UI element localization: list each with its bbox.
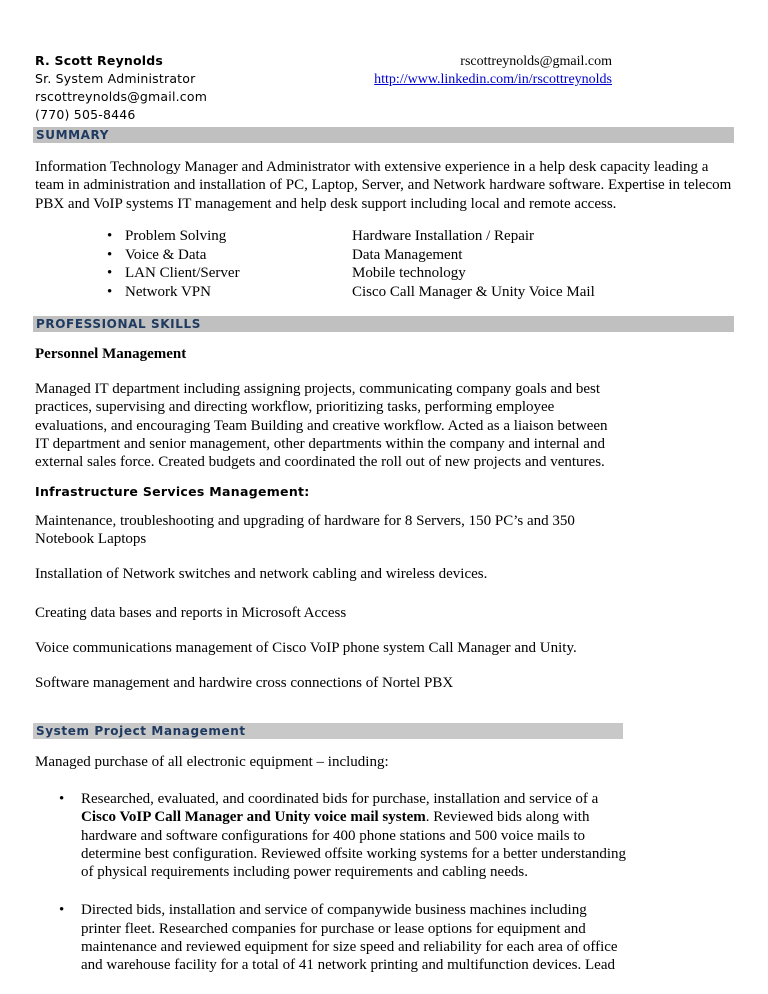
skills-list-right — [352, 227, 595, 301]
contact-block — [35, 52, 207, 124]
system-project-intro: Managed purchase of all electronic equipment – including: — [35, 754, 389, 770]
skills-list-left — [107, 227, 240, 301]
infra-item: Voice communications management of Cisco VoIP phone system Call Manager and Unity. — [35, 640, 577, 656]
summary-heading: SUMMARY — [33, 127, 734, 143]
bullet1-text-pre: Researched, evaluated, and coordinated bids for purchase, installation and service of a — [81, 791, 599, 807]
email-right: rscottreynolds@gmail.com — [460, 54, 612, 69]
email-left: rscottreynolds@gmail.com — [35, 89, 208, 104]
infrastructure-heading: Infrastructure Services Management: — [35, 484, 310, 499]
skill-item: Hardware Installation / Repair — [352, 228, 535, 244]
skill-item: • Voice & Data — [107, 246, 240, 265]
job-title: Sr. System Administrator — [35, 71, 196, 86]
system-project-heading: System Project Management — [33, 723, 623, 739]
list-item — [59, 901, 629, 974]
professional-skills-heading: PROFESSIONAL SKILLS — [33, 316, 734, 332]
candidate-name: R. Scott Reynolds — [35, 53, 164, 68]
skill-item: Mobile technology — [352, 265, 466, 282]
contact-links — [340, 53, 612, 89]
system-project-bullets — [59, 790, 629, 975]
infra-item: Software management and hardwire cross connections of Nortel PBX — [35, 675, 454, 691]
linkedin-link[interactable]: http://www.linkedin.com/in/rscottreynolds — [374, 72, 612, 87]
personnel-management-heading: Personnel Management — [35, 346, 187, 362]
skill-item: • LAN Client/Server — [107, 264, 240, 283]
infra-item: Installation of Network switches and network cabling and wireless devices. — [35, 566, 488, 582]
bullet2-text: Directed bids, installation and service of companywide business machines including printer fleet. Researched companies for purchase or lease options for equipment and maintenance and reviewed equipment for size speed and reliability for each area of office and warehouse facility for a total of 41 network printing and multifunction devices. Lead — [81, 902, 618, 974]
skill-item: Data Management — [352, 246, 463, 263]
summary-paragraph: Information Technology Manager and Administrator with extensive experience in a help desk capacity leading a team in administration and installation of PC, Laptop, Server, and Network hardware software. Expertise in telecom PBX and VoIP systems IT management and help desk support including local and remote access. — [35, 159, 732, 212]
personnel-paragraph: Managed IT department including assigning projects, communicating company goals and best practices, supervising and directing workflow, prioritizing tasks, performing employee evaluations, and encouraging Team Building and creative workflow. Acted as a liaison between IT department and senior management, other departments within the company and internal and external sales force. Created budgets and coordinated the roll out of new projects and ventures. — [35, 381, 608, 471]
bullet1-text-bold: Cisco VoIP Call Manager and Unity voice mail system — [81, 809, 426, 826]
skill-item: • Problem Solving — [107, 227, 240, 246]
infra-item: Creating data bases and reports in Microsoft Access — [35, 605, 347, 621]
skill-item: Cisco Call Manager & Unity Voice Mail — [352, 283, 595, 300]
list-item — [59, 790, 629, 881]
phone-number: (770) 505-8446 — [35, 107, 136, 122]
skill-item: • Network VPN — [107, 283, 240, 302]
bullet1-text-post: . Reviewed bids along with hardware and software configurations for 400 phone stations and 500 voice mails to determine best configuration. Reviewed offsite working systems for a better understanding of physical requirements including power requirements and cabling needs. — [81, 809, 626, 881]
infra-item: Maintenance, troubleshooting and upgrading of hardware for 8 Servers, 150 PC’s and 350 Notebook Laptops — [35, 513, 575, 548]
